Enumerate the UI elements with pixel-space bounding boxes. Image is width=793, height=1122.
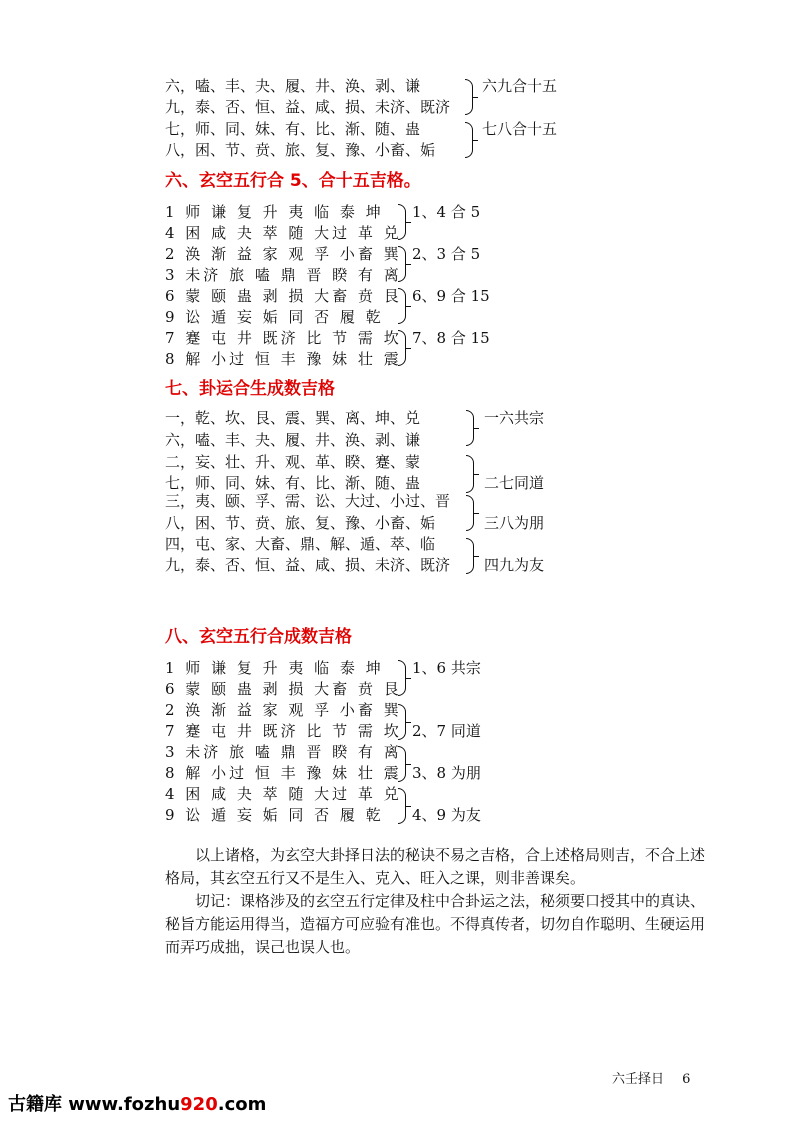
watermark-suffix: .com [217,1094,267,1115]
group-label: 6、9 合 15 [412,287,490,305]
text-line: 8 解 小过 恒 丰 豫 妹 壮 震 [165,764,402,782]
text-line: 七，师、同、妹、有、比、渐、随、蛊 [165,120,421,138]
group-label: 4、9 为友 [412,806,481,824]
text-line: 7 蹇 屯 井 既济 比 节 需 坎 [165,329,402,347]
text-line: 9 讼 遁 妄 姤 同 否 履 乾 [165,308,384,326]
group-label: 七八合十五 [482,120,558,138]
group-label: 三八为朋 [484,514,545,532]
text-line: 八，困、节、贲、旅、复、豫、小畜、姤 [165,514,436,532]
brace [466,410,474,446]
text-line: 9 讼 遁 妄 姤 同 否 履 乾 [165,806,384,824]
group-label: 1、4 合 5 [412,203,481,221]
brace [465,122,473,158]
text-line: 九，泰、否、恒、益、咸、损、未济、既济 [165,98,451,116]
text-line: 七，师、同、妹、有、比、渐、随、蛊 [165,474,421,492]
paragraph: 切记：课格涉及的玄空五行定律及柱中合卦运之法，秘须要口授其中的真诀、秘旨方能运用得当，造福方可应验有准也。不得真传者，切勿自作聪明、生硬运用而弄巧成拙，误己也误人也。 [165,892,706,956]
brace [398,788,406,824]
text-line: 二，妄、壮、升、观、革、睽、蹇、蒙 [165,453,421,471]
brace [465,79,473,115]
text-line: 四，屯、家、大畜、鼎、解、遁、萃、临 [165,535,436,553]
brace [398,246,406,282]
footer-title: 六壬择日 [612,1072,665,1087]
text-line: 3 未济 旅 嗑 鼎 晋 睽 有 离 [165,743,402,761]
watermark-prefix: 古籍库 www.fozhu [8,1094,181,1115]
text-line: 7 蹇 屯 井 既济 比 节 需 坎 [165,722,402,740]
group-label: 六九合十五 [482,77,558,95]
brace [398,704,406,740]
group-label: 二七同道 [484,474,545,492]
group-label: 2、7 同道 [412,722,481,740]
brace [398,746,406,782]
text-line: 4 困 咸 夬 萃 随 大过 革 兑 [165,224,402,242]
text-line: 九，泰、否、恒、益、咸、损、未济、既济 [165,556,451,574]
text-line: 3 未济 旅 嗑 鼎 晋 睽 有 离 [165,266,402,284]
text-line: 2 涣 渐 益 家 观 孚 小畜 巽 [165,245,402,263]
group-label: 2、3 合 5 [412,245,481,263]
text-line: 六，嗑、丰、夬、履、井、涣、剥、谦 [165,431,421,449]
text-line: 4 困 咸 夬 萃 随 大过 革 兑 [165,785,402,803]
text-line: 8 解 小过 恒 丰 豫 妹 壮 震 [165,350,402,368]
page-footer [612,1068,690,1087]
text-line: 6 蒙 颐 蛊 剥 损 大畜 贲 艮 [165,680,402,698]
text-line: 1 师 谦 复 升 夷 临 泰 坤 [165,659,384,677]
brace [466,455,474,493]
brace [466,538,474,574]
section-title: 七、卦运合生成数吉格 [165,379,335,399]
text-line: 八，困、节、贲、旅、复、豫、小畜、姤 [165,141,436,159]
text-line: 2 涣 渐 益 家 观 孚 小畜 巽 [165,701,402,719]
group-label: 7、8 合 15 [412,329,490,347]
group-label: 一六共宗 [484,409,545,427]
brace [466,495,474,531]
text-line: 6 蒙 颐 蛊 剥 损 大畜 贲 艮 [165,287,402,305]
group-label: 3、8 为朋 [412,764,481,782]
text-line: 一，乾、坎、艮、震、巽、离、坤、兑 [165,409,421,427]
paragraph: 以上诸格，为玄空大卦择日法的秘诀不易之吉格，合上述格局则吉，不合上述格局，其玄空五行又不是生入、克入、旺入之课，则非善课矣。 [165,846,706,887]
group-label: 1、6 共宗 [412,659,481,677]
text-line: 三，夷、颐、孚、需、讼、大过、小过、晋 [165,492,451,510]
watermark-number: 920 [180,1094,218,1115]
watermark [8,1090,266,1116]
section-title: 六、玄空五行合 5、合十五吉格。 [165,171,421,191]
brace [398,288,406,324]
brace [398,204,406,240]
text-line: 六，嗑、丰、夬、履、井、涣、剥、谦 [165,77,421,95]
section-title: 八、玄空五行合成数吉格 [165,627,352,647]
page-number: 6 [682,1072,691,1087]
brace [398,330,406,366]
text-line: 1 师 谦 复 升 夷 临 泰 坤 [165,203,384,221]
group-label: 四九为友 [484,556,545,574]
brace [398,660,406,696]
